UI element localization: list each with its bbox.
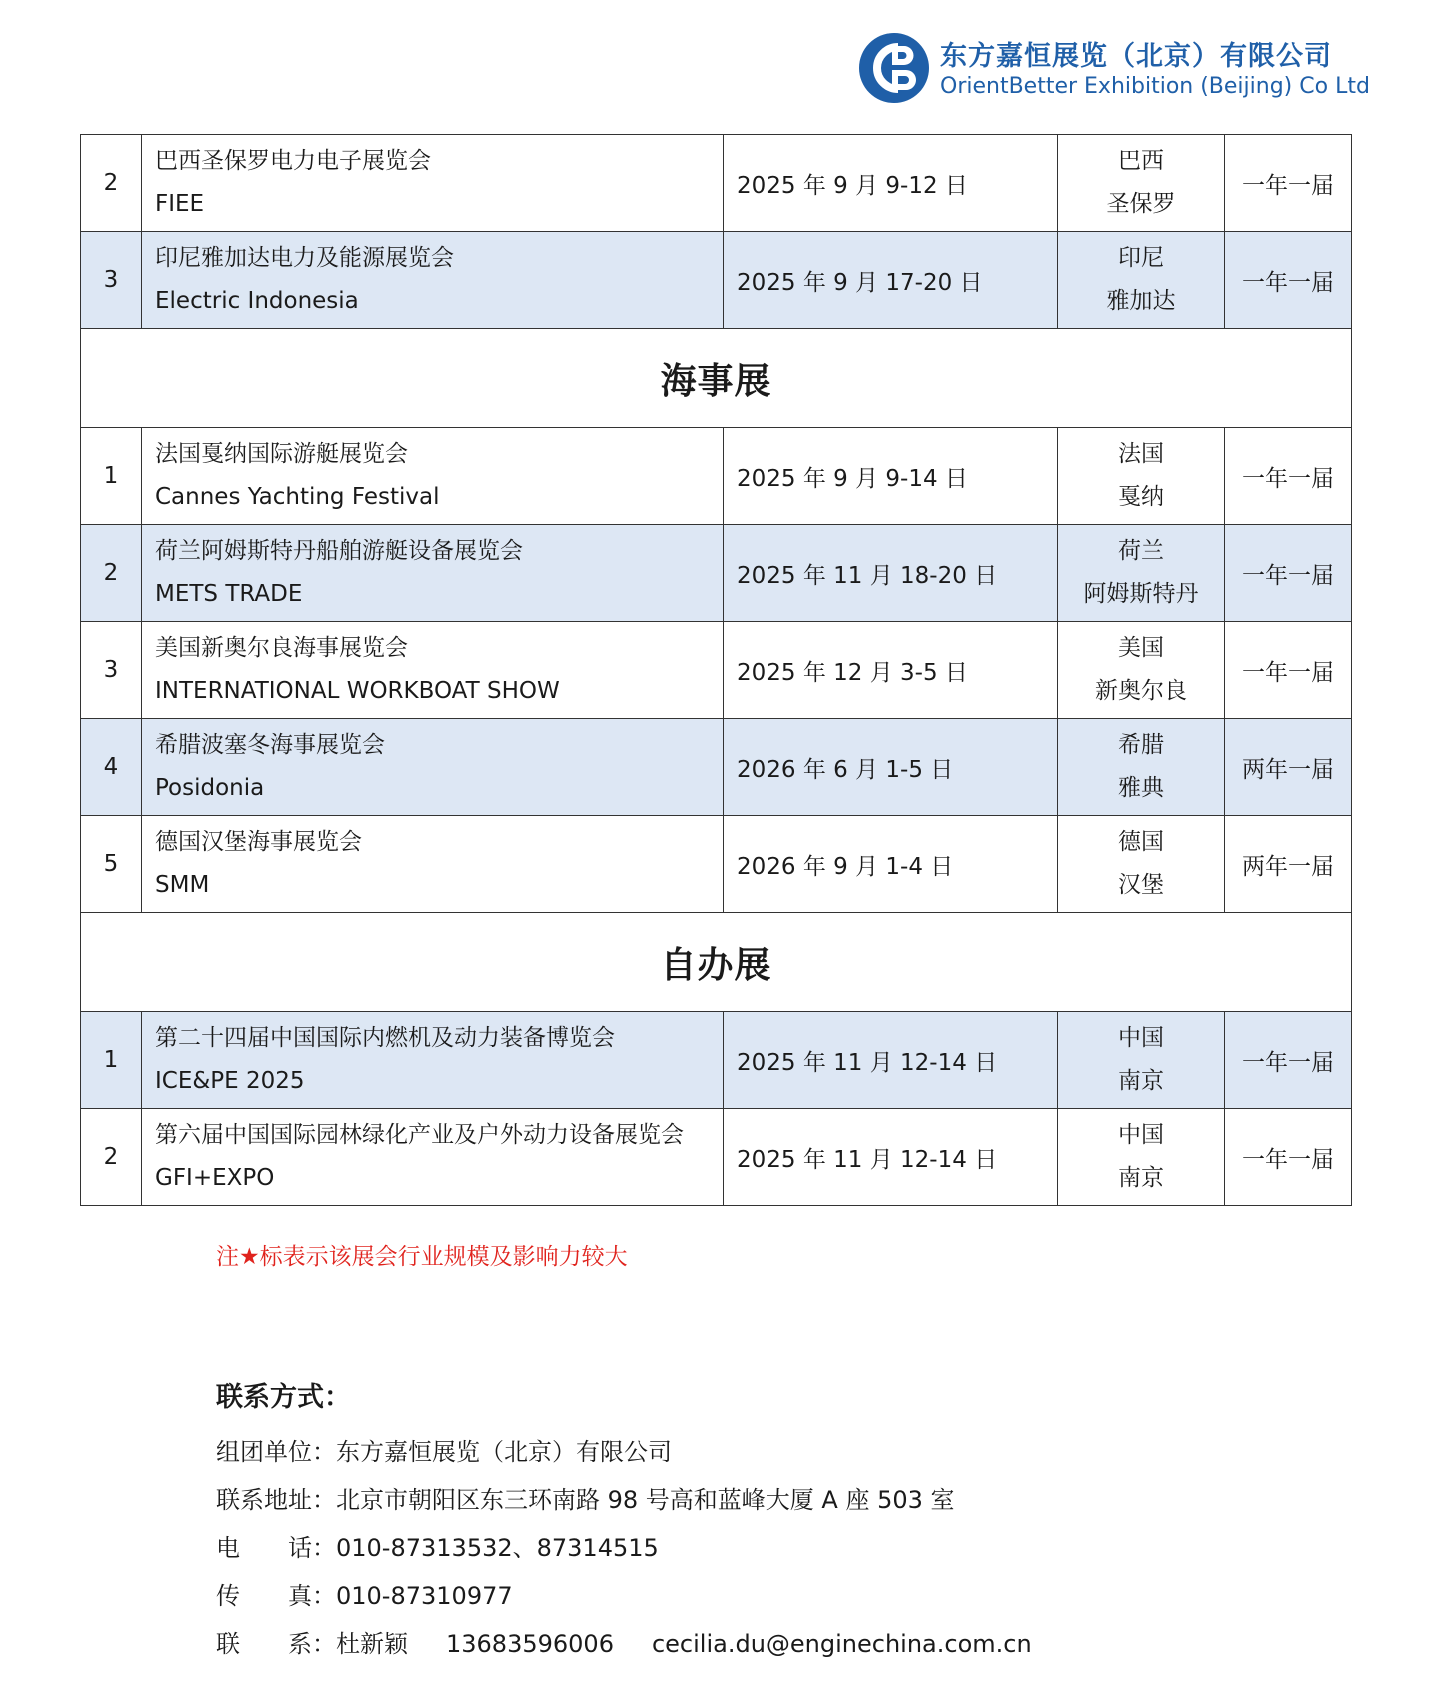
exhibition-name [142, 135, 724, 232]
exhibition-table-body [81, 135, 1352, 1206]
exhibition-frequency: 一年一届 [1225, 622, 1352, 719]
exhibition-location [1058, 1012, 1225, 1109]
exhibition-frequency: 一年一届 [1225, 1012, 1352, 1109]
exhibition-name-en: Cannes Yachting Festival [155, 484, 440, 510]
contact-section [216, 1375, 1032, 1668]
exhibition-name-en: Electric Indonesia [155, 288, 359, 314]
location-country: 法国 [1118, 441, 1164, 467]
exhibition-location [1058, 135, 1225, 232]
location-country: 印尼 [1118, 245, 1164, 271]
exhibition-frequency: 两年一届 [1225, 816, 1352, 913]
exhibition-location [1058, 232, 1225, 329]
row-number: 2 [81, 1109, 142, 1206]
contact-address [216, 1476, 1032, 1524]
row-number: 4 [81, 719, 142, 816]
table-row [81, 816, 1352, 913]
person-label: 联 系： [216, 1630, 336, 1658]
section-title: 海事展 [81, 329, 1352, 428]
exhibition-name-cn: 德国汉堡海事展览会 [155, 829, 362, 855]
phone-value: 010-87313532、87314515 [336, 1534, 659, 1562]
row-number: 2 [81, 525, 142, 622]
exhibition-name-en: INTERNATIONAL WORKBOAT SHOW [155, 678, 560, 704]
exhibition-name [142, 525, 724, 622]
location-city: 戛纳 [1118, 484, 1164, 510]
exhibition-name-cn: 第六届中国国际园林绿化产业及户外动力设备展览会 [155, 1122, 684, 1148]
exhibition-date: 2026 年 6 月 1-5 日 [724, 719, 1058, 816]
exhibition-name-cn: 法国戛纳国际游艇展览会 [155, 441, 408, 467]
exhibition-date: 2026 年 9 月 1-4 日 [724, 816, 1058, 913]
contact-heading: 联系方式： [216, 1382, 351, 1413]
location-country: 中国 [1118, 1122, 1164, 1148]
contact-fax [216, 1572, 1032, 1620]
exhibition-date: 2025 年 12 月 3-5 日 [724, 622, 1058, 719]
org-label: 组团单位： [216, 1438, 336, 1466]
location-country: 美国 [1118, 635, 1164, 661]
table-row [81, 135, 1352, 232]
org-value: 东方嘉恒展览（北京）有限公司 [336, 1438, 672, 1466]
exhibition-name-en: METS TRADE [155, 581, 303, 607]
exhibition-frequency: 一年一届 [1225, 232, 1352, 329]
section-header-row [81, 913, 1352, 1012]
phone-label: 电 话： [216, 1534, 336, 1562]
exhibition-date: 2025 年 9 月 9-14 日 [724, 428, 1058, 525]
exhibition-name [142, 428, 724, 525]
exhibition-date: 2025 年 11 月 12-14 日 [724, 1109, 1058, 1206]
exhibition-location [1058, 622, 1225, 719]
exhibition-frequency: 两年一届 [1225, 719, 1352, 816]
row-number: 2 [81, 135, 142, 232]
table-row [81, 622, 1352, 719]
location-city: 雅加达 [1106, 288, 1176, 314]
exhibition-frequency: 一年一届 [1225, 1109, 1352, 1206]
exhibition-name-cn: 印尼雅加达电力及能源展览会 [155, 245, 454, 271]
row-number: 3 [81, 622, 142, 719]
exhibition-name-en: FIEE [155, 191, 205, 217]
exhibition-location [1058, 816, 1225, 913]
table-row [81, 428, 1352, 525]
fax-label: 传 真： [216, 1582, 336, 1610]
exhibition-name-en: Posidonia [155, 775, 265, 801]
table-row [81, 232, 1352, 329]
exhibition-name-cn: 巴西圣保罗电力电子展览会 [155, 148, 431, 174]
exhibition-name [142, 816, 724, 913]
location-city: 南京 [1118, 1068, 1164, 1094]
address-value: 北京市朝阳区东三环南路 98 号高和蓝峰大厦 A 座 503 室 [336, 1486, 955, 1514]
fax-value: 010-87310977 [336, 1582, 513, 1610]
exhibition-date: 2025 年 11 月 12-14 日 [724, 1012, 1058, 1109]
exhibition-frequency: 一年一届 [1225, 428, 1352, 525]
exhibition-name [142, 622, 724, 719]
location-city: 雅典 [1118, 775, 1164, 801]
exhibition-name [142, 719, 724, 816]
exhibition-name-en: GFI+EXPO [155, 1165, 275, 1191]
location-country: 荷兰 [1118, 538, 1164, 564]
section-header-row [81, 329, 1352, 428]
location-city: 南京 [1118, 1165, 1164, 1191]
exhibition-frequency: 一年一届 [1225, 135, 1352, 232]
location-country: 中国 [1118, 1025, 1164, 1051]
exhibition-name-en: ICE&PE 2025 [155, 1068, 305, 1094]
exhibition-name [142, 232, 724, 329]
row-number: 1 [81, 1012, 142, 1109]
location-city: 新奥尔良 [1095, 678, 1187, 704]
exhibition-location [1058, 428, 1225, 525]
table-row [81, 1012, 1352, 1109]
exhibition-table [80, 134, 1352, 1206]
table-row [81, 1109, 1352, 1206]
contact-person [216, 1620, 1032, 1668]
row-number: 3 [81, 232, 142, 329]
contact-org [216, 1428, 1032, 1476]
exhibition-date: 2025 年 9 月 9-12 日 [724, 135, 1058, 232]
footnote: 注★标表示该展会行业规模及影响力较大 [216, 1244, 628, 1270]
location-city: 汉堡 [1118, 872, 1164, 898]
location-city: 阿姆斯特丹 [1083, 581, 1199, 607]
exhibition-date: 2025 年 9 月 17-20 日 [724, 232, 1058, 329]
contact-phone [216, 1524, 1032, 1572]
person-name: 杜新颖 [336, 1630, 408, 1658]
exhibition-date: 2025 年 11 月 18-20 日 [724, 525, 1058, 622]
company-name-cn: 东方嘉恒展览（北京）有限公司 [940, 41, 1332, 72]
company-name-en: OrientBetter Exhibition (Beijing) Co Ltd [940, 74, 1370, 99]
exhibition-name [142, 1109, 724, 1206]
exhibition-name-cn: 荷兰阿姆斯特丹船舶游艇设备展览会 [155, 538, 523, 564]
table-row [81, 719, 1352, 816]
company-logo [858, 30, 1370, 110]
row-number: 5 [81, 816, 142, 913]
person-email[interactable]: cecilia.du@enginechina.com.cn [651, 1630, 1032, 1658]
address-label: 联系地址： [216, 1486, 336, 1514]
location-country: 德国 [1118, 829, 1164, 855]
person-mobile: 13683596006 [446, 1630, 614, 1658]
location-city: 圣保罗 [1106, 191, 1176, 217]
section-title: 自办展 [81, 913, 1352, 1012]
table-row [81, 525, 1352, 622]
row-number: 1 [81, 428, 142, 525]
exhibition-name-cn: 美国新奥尔良海事展览会 [155, 635, 408, 661]
location-country: 巴西 [1118, 148, 1164, 174]
exhibition-name-cn: 希腊波塞冬海事展览会 [155, 732, 385, 758]
exhibition-frequency: 一年一届 [1225, 525, 1352, 622]
exhibition-name-en: SMM [155, 872, 210, 898]
orientbetter-logo-icon [858, 32, 930, 104]
exhibition-name [142, 1012, 724, 1109]
exhibition-location [1058, 719, 1225, 816]
exhibition-location [1058, 525, 1225, 622]
exhibition-location [1058, 1109, 1225, 1206]
exhibition-name-cn: 第二十四届中国国际内燃机及动力装备博览会 [155, 1025, 615, 1051]
location-country: 希腊 [1118, 732, 1164, 758]
